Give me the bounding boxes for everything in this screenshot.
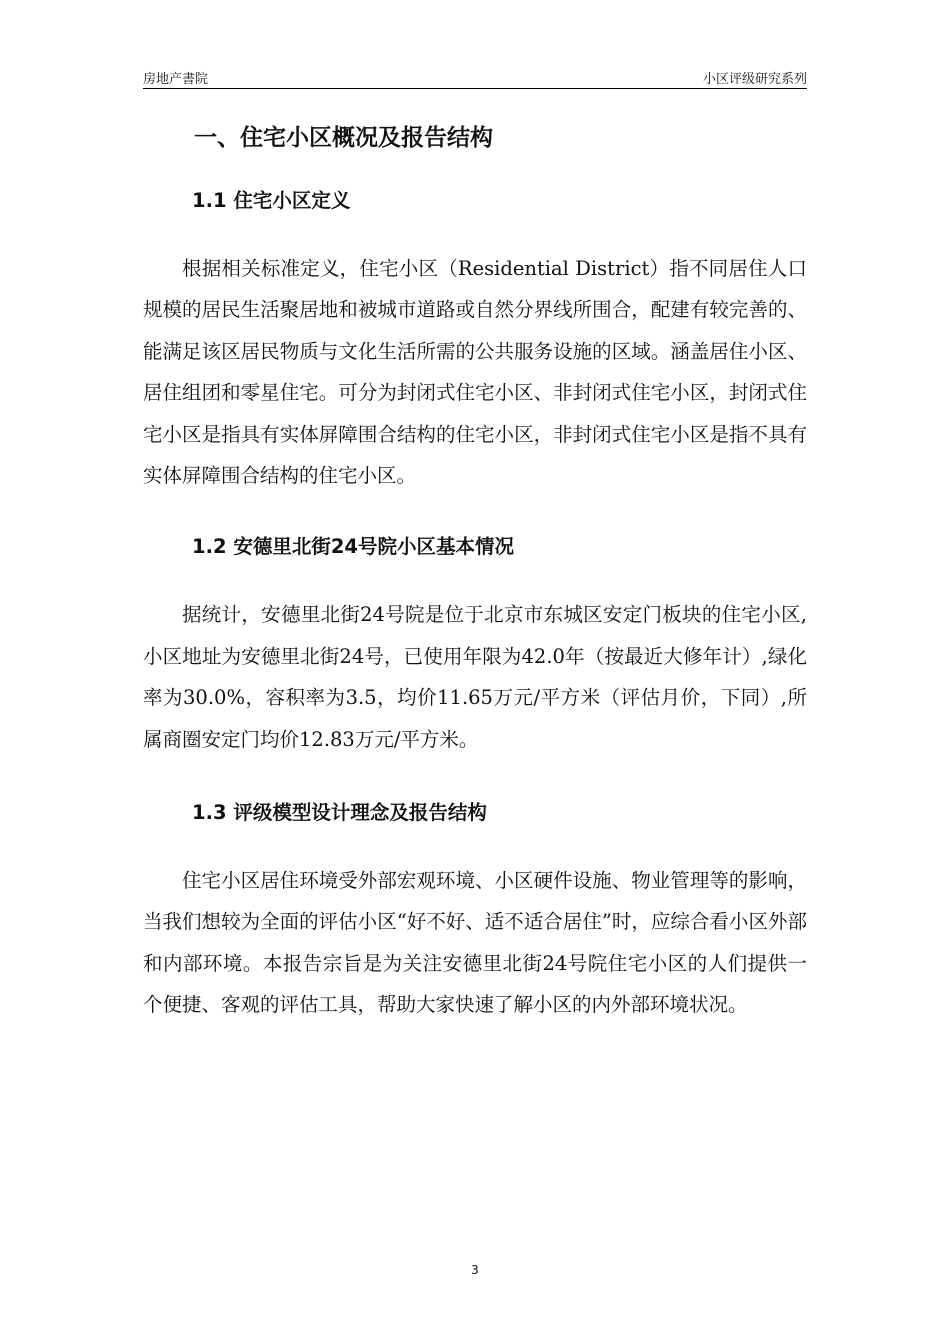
page-header (143, 66, 807, 89)
header-series-title: 小区评级研究系列 (702, 72, 807, 87)
section-heading-1-1: 1.1 住宅小区定义 (192, 189, 351, 212)
section-heading-1-3: 1.3 评级模型设计理念及报告结构 (192, 801, 487, 825)
document-body (143, 118, 807, 1026)
chapter-heading: 一、住宅小区概况及报告结构 (194, 125, 493, 151)
section-paragraph-1-2: 据统计，安德里北街24号院是位于北京市东城区安定门板块的住宅小区,小区地址为安德里北街24号，已使用年限为42.0年（按最近大修年计）,绿化率为30.0%，容积率为3.5，均价11.65万元/平方米（评估月价，下同）,所属商圈安定门均价12.83万元/平方米。 (143, 603, 807, 751)
page-number: 3 (471, 1263, 479, 1277)
section-paragraph-1-1: 根据相关标准定义，住宅小区（Residential District）指不同居住人口规模的居民生活聚居地和被城市道路或自然分界线所围合，配建有较完善的、能满足该区居民物质与文化生活所需的公共服务设施的区域。涵盖居住小区、居住组团和零星住宅。可分为封闭式住宅小区、非封闭式住宅小区，封闭式住宅小区是指具有实体屏障围合结构的住宅小区，非封闭式住宅小区是指不具有实体屏障围合结构的住宅小区。 (143, 257, 807, 488)
section-heading-1-2: 1.2 安德里北街24号院小区基本情况 (192, 535, 514, 559)
header-publisher: 房地产書院 (143, 72, 209, 87)
section-paragraph-1-3: 住宅小区居住环境受外部宏观环境、小区硬件设施、物业管理等的影响，当我们想较为全面的评估小区“好不好、适不适合居住”时，应综合看小区外部和内部环境。本报告宗旨是为关注安德里北街24号院住宅小区的人们提供一个便捷、客观的评估工具，帮助大家快速了解小区的内外部环境状况。 (143, 869, 807, 1017)
